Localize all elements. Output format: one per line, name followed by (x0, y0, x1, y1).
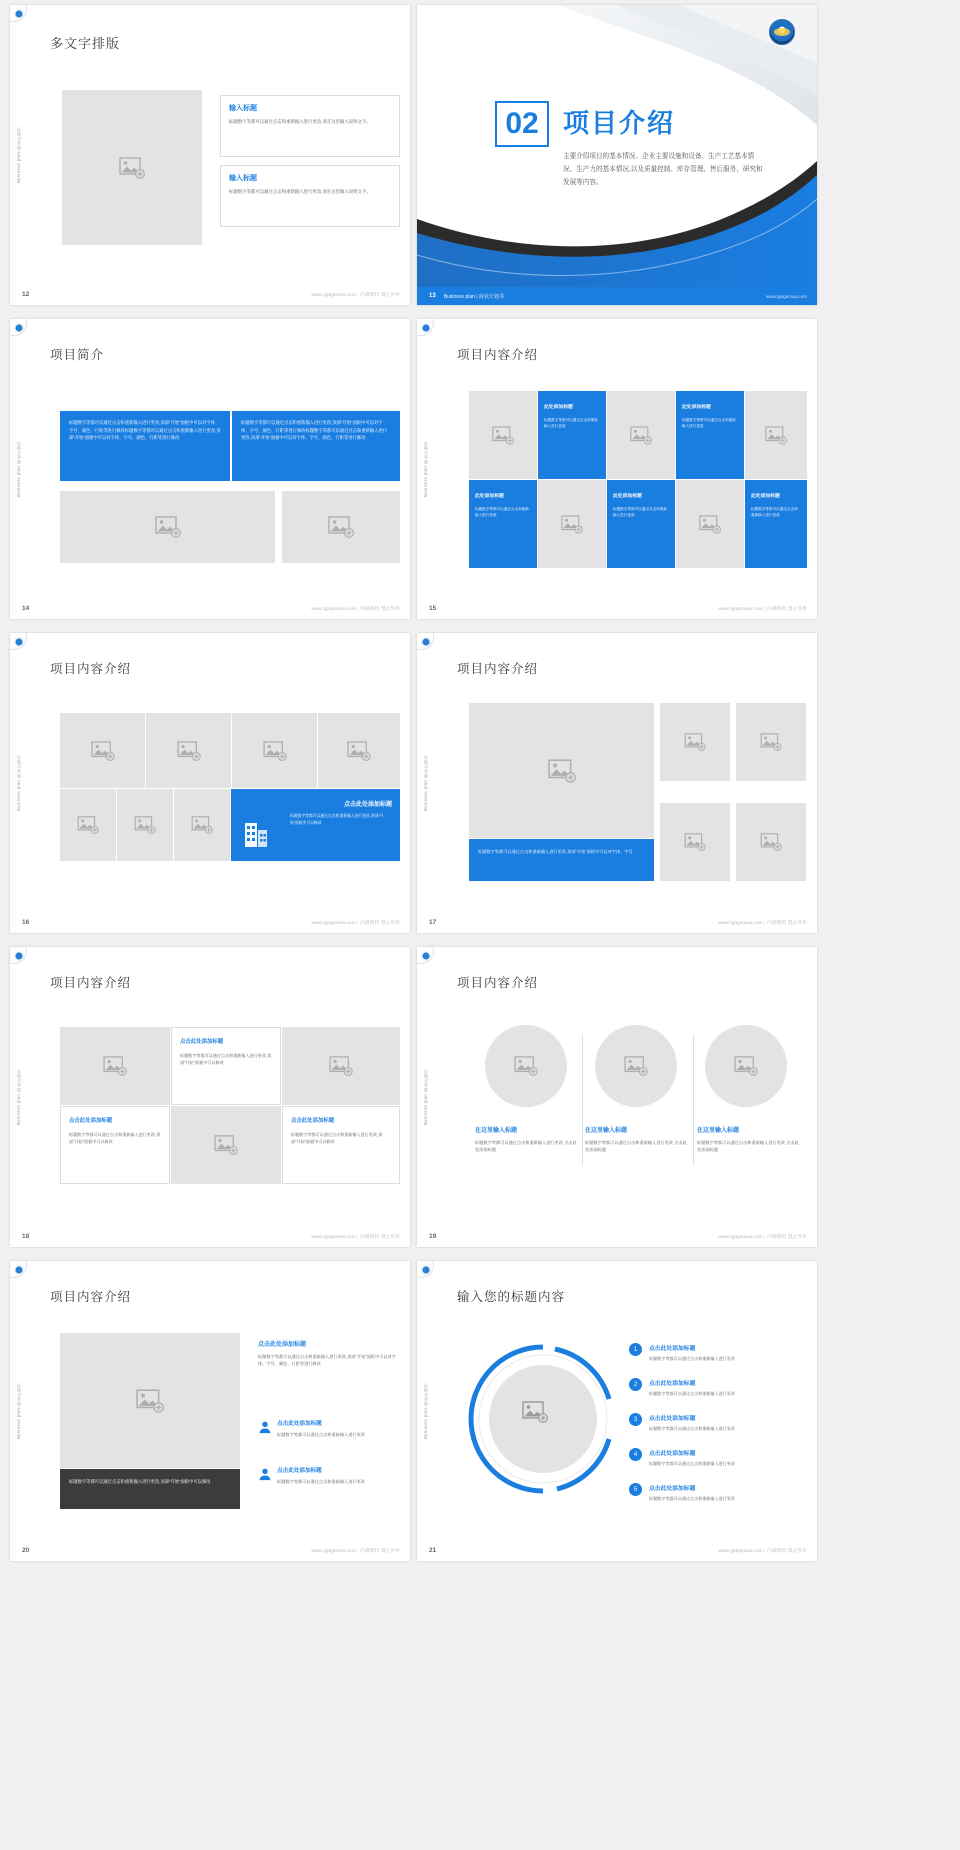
image-placeholder[interactable] (607, 391, 675, 479)
image-icon (328, 516, 354, 538)
image-placeholder[interactable] (282, 1027, 400, 1105)
footer-note: 内部资料 禁止外传 (767, 920, 807, 925)
image-icon (91, 741, 115, 761)
page-title: 项目内容介绍 (457, 976, 539, 990)
item-heading: 点击此处添加标题 (649, 1346, 696, 1352)
footer-url: www.rjptgsmua.com (765, 293, 807, 299)
card-body: 标题数字等都可以通过点击和重新输入进行更改,顶部“开始”面板中可以修改 (69, 1132, 161, 1145)
footer-note: 内部资料 禁止外传 (767, 606, 807, 611)
image-icon (548, 759, 576, 783)
image-placeholder[interactable] (171, 1106, 281, 1184)
user-icon (258, 1467, 272, 1481)
footer-note: 内部资料 禁止外传 (767, 1548, 807, 1553)
text-block-left[interactable] (60, 411, 230, 481)
item-heading: 点击此处添加标题 (649, 1381, 696, 1387)
card-body: 标题数字等都可以通过点击和重新输入进行更改,顶部“开始”面板中可以修改 (290, 814, 384, 825)
page-number: 18 (22, 1233, 30, 1240)
page-number: 17 (429, 919, 437, 926)
card-heading: 输入标题 (229, 175, 257, 182)
footer-note: 内部资料 禁止外传 (360, 292, 400, 297)
footer-url: www.rjptgsmua.com (311, 292, 356, 297)
slide-13[interactable] (417, 5, 817, 305)
image-placeholder-center[interactable] (522, 1401, 548, 1428)
card-heading: 此处添加标题 (682, 405, 711, 410)
image-placeholder[interactable] (595, 1025, 677, 1107)
card-heading: 在这里输入标题 (475, 1128, 518, 1134)
numbered-item[interactable] (629, 1483, 805, 1502)
caption-group (697, 1125, 801, 1154)
numbered-item[interactable] (629, 1448, 805, 1467)
page-title: 项目简介 (50, 348, 105, 362)
image-icon (699, 515, 721, 534)
page-title: 项目内容介绍 (50, 662, 132, 676)
image-placeholder[interactable] (60, 491, 275, 563)
slide-sidebar-label: Business plan·商业计划书 (16, 1068, 21, 1126)
image-icon (522, 1401, 548, 1423)
image-placeholder[interactable] (745, 391, 807, 479)
text-card[interactable] (282, 1106, 400, 1184)
caption-block[interactable] (469, 839, 654, 881)
page-title: 项目内容介绍 (457, 662, 539, 676)
page-number: 21 (429, 1547, 437, 1554)
item-number: 3 (629, 1413, 642, 1426)
image-icon (630, 426, 652, 445)
slide-16[interactable] (10, 633, 410, 933)
feature-item[interactable] (258, 1466, 398, 1485)
slide-sidebar-label: Business plan·商业计划书 (16, 1382, 21, 1440)
caption-text: 标题数字等都可以通过点击和重新输入进行更改,顶部“开始”面板中可以修改 (69, 1479, 211, 1484)
card-heading: 在这里输入标题 (585, 1128, 628, 1134)
card-body: 标题数字等都可以通过点击和重新输入进行更改 点击此处添加标题 (585, 1140, 687, 1153)
card-heading: 此处添加标题 (751, 494, 780, 499)
image-placeholder[interactable] (736, 803, 806, 881)
image-placeholder[interactable] (469, 703, 654, 838)
footer-url: www.rjptgsmua.com (311, 606, 356, 611)
image-icon (214, 1135, 238, 1155)
caption-group (475, 1125, 579, 1154)
slide-19[interactable] (417, 947, 817, 1247)
image-placeholder[interactable] (676, 480, 744, 568)
numbered-item[interactable] (629, 1378, 805, 1397)
info-card[interactable] (538, 391, 606, 479)
page-number: 14 (22, 605, 30, 612)
text-card[interactable] (60, 1106, 170, 1184)
page-number: 15 (429, 605, 437, 612)
image-icon (103, 1056, 127, 1076)
item-heading: 点击此处添加标题 (649, 1486, 696, 1492)
image-icon (77, 816, 99, 834)
image-icon (119, 157, 145, 179)
image-icon (492, 426, 514, 445)
image-icon (760, 733, 782, 751)
image-placeholder[interactable] (736, 703, 806, 781)
image-icon (136, 1389, 164, 1413)
caption-text: 标题数字等都可以通过点击和重新输入进行更改,顶部“开始”面板中可以对字体、字号 (478, 849, 633, 854)
item-body: 标题数字等都可以通过点击和重新输入进行更改 (649, 1356, 735, 1361)
image-icon (347, 741, 371, 761)
slide-footer: www.rjptgsmua.com | 内部资料 禁止外传 (718, 920, 807, 925)
item-body: 标题数字等都可以通过点击和重新输入进行更改 (649, 1391, 735, 1396)
page-title: 多文字排版 (50, 36, 121, 51)
page-number: 12 (22, 291, 30, 298)
image-placeholder[interactable] (146, 713, 231, 788)
image-placeholder[interactable] (660, 703, 730, 781)
footer-note: 内部资料 禁止外传 (360, 606, 400, 611)
slide-17[interactable] (417, 633, 817, 933)
item-body: 标题数字等都可以通过点击和重新输入进行更改 (277, 1432, 365, 1437)
image-icon (624, 1056, 648, 1076)
image-icon (734, 1056, 758, 1076)
card-heading: 输入标题 (229, 105, 257, 112)
company-logo-icon (769, 19, 795, 45)
image-placeholder[interactable] (60, 1027, 170, 1105)
image-placeholder[interactable] (282, 491, 400, 563)
footer-url: www.rjptgsmua.com (311, 920, 356, 925)
block-body: 标题数字等都可以通过点击和重新输入进行更改,顶部“开始”面板中可以对字体、字号、颜色、行距等进行修改标题数字等都可以通过点击和重新输入进行更改,顶部“开始”面板中可以对字体、字号、颜色、行距等进行修改 (69, 420, 221, 441)
card-heading: 此处添加标题 (475, 494, 504, 499)
block-body: 标题数字等都可以通过点击和重新输入进行更改,顶部“开始”面板中可以对字体、字号、颜色、行距等进行修改标题数字等都可以通过点击和重新输入进行更改,顶部“开始”面板中可以对字体、字号、颜色、行距等进行修改 (241, 420, 388, 441)
item-number: 4 (629, 1448, 642, 1461)
card-heading: 此处添加标题 (613, 494, 642, 499)
page-title: 项目内容介绍 (457, 348, 539, 362)
slide-badge-icon (10, 947, 27, 964)
image-icon (684, 733, 706, 751)
card-body: 标题数字等都可以通过点击和重新输入进行更改 (544, 418, 598, 429)
card-body: 标题数字等都可以通过点击和重新输入进行更改 点击此处添加标题 (475, 1140, 577, 1153)
card-body: 标题数字等都可以通过点击和重新输入进行更改,请在这里输入说明文字。 (229, 119, 371, 124)
image-icon (191, 816, 213, 834)
image-placeholder[interactable] (60, 789, 116, 861)
item-body: 标题数字等都可以通过点击和重新输入进行更改 (277, 1479, 365, 1484)
image-placeholder[interactable] (538, 480, 606, 568)
image-icon (134, 816, 156, 834)
image-placeholder[interactable] (469, 391, 537, 479)
item-body: 标题数字等都可以通过点击和重新输入进行更改 (649, 1426, 735, 1431)
image-icon (329, 1056, 353, 1076)
text-card[interactable] (171, 1027, 281, 1105)
item-body: 标题数字等都可以通过点击和重新输入进行更改 (649, 1461, 735, 1466)
section-number: 02 (495, 101, 549, 147)
slide-sidebar-label: Business plan·商业计划书 (16, 126, 21, 184)
footer-note: 内部资料 禁止外传 (360, 920, 400, 925)
footer-note: 内部资料 禁止外传 (360, 1548, 400, 1553)
feature-item[interactable] (258, 1419, 398, 1438)
slide-badge-icon (10, 1261, 27, 1278)
footer-brand: Business plan | 商业计划书 (443, 293, 504, 300)
item-heading: 点击此处添加标题 (277, 1421, 322, 1427)
image-placeholder[interactable] (705, 1025, 787, 1107)
caption-group (585, 1125, 689, 1154)
card-body: 标题数字等都可以通过点击和重新输入进行更改,请在这里输入说明文字。 (229, 189, 371, 194)
slide-badge-icon (10, 5, 27, 22)
image-placeholder[interactable] (660, 803, 730, 881)
item-number: 1 (629, 1343, 642, 1356)
card-heading: 点击此处添加标题 (180, 1039, 224, 1045)
slide-12[interactable] (10, 5, 410, 305)
text-card[interactable] (220, 95, 400, 157)
image-icon (514, 1056, 538, 1076)
card-body: 标题数字等都可以通过点击和重新输入进行更改 (475, 507, 529, 518)
slide-footer: www.rjptgsmua.com | 内部资料 禁止外传 (718, 1234, 807, 1239)
slide-footer: www.rjptgsmua.com | 内部资料 禁止外传 (718, 1548, 807, 1553)
divider (693, 1035, 694, 1165)
item-number: 2 (629, 1378, 642, 1391)
page-number: 13 (429, 293, 436, 299)
section-title: 项目介绍 (563, 108, 676, 138)
footer-note: 内部资料 禁止外传 (360, 1234, 400, 1239)
slide-badge-icon (10, 633, 27, 650)
footer-url: www.rjptgsmua.com (718, 1234, 763, 1239)
page-number: 16 (22, 919, 30, 926)
item-body: 标题数字等都可以通过点击和重新输入进行更改,顶部“开始”面板中可以对字体、字号、颜色、行距等进行修改 (258, 1354, 396, 1367)
image-icon (765, 426, 787, 445)
card-heading: 点击此处添加标题 (291, 1118, 335, 1124)
slide-21[interactable] (417, 1261, 817, 1561)
info-card[interactable] (469, 480, 537, 568)
image-placeholder[interactable] (117, 789, 173, 861)
highlight-card[interactable] (231, 789, 400, 861)
card-heading: 此处添加标题 (544, 405, 573, 410)
card-heading: 点击此处添加标题 (69, 1118, 113, 1124)
card-body: 标题数字等都可以通过点击和重新输入进行更改 (682, 418, 736, 429)
card-body: 标题数字等都可以通过点击和重新输入进行更改 (751, 507, 798, 518)
item-body: 标题数字等都可以通过点击和重新输入进行更改 (649, 1496, 735, 1501)
page-number: 20 (22, 1547, 30, 1554)
info-card[interactable] (745, 480, 807, 568)
item-heading: 点击此处添加标题 (277, 1468, 322, 1474)
footer-url: www.rjptgsmua.com (718, 920, 763, 925)
image-icon (684, 833, 706, 851)
slide-18[interactable] (10, 947, 410, 1247)
numbered-item[interactable] (629, 1413, 805, 1432)
card-body: 标题数字等都可以通过点击和重新输入进行更改,顶部“开始”面板中可以修改 (180, 1053, 272, 1066)
building-icon (243, 817, 269, 849)
card-body: 标题数字等都可以通过点击和重新输入进行更改 (613, 507, 667, 518)
divider (582, 1035, 583, 1165)
image-icon (263, 741, 287, 761)
caption-block[interactable] (60, 1469, 240, 1509)
image-icon (561, 515, 583, 534)
image-placeholder[interactable] (174, 789, 230, 861)
feature-item[interactable] (258, 1339, 398, 1368)
slide-20[interactable] (10, 1261, 410, 1561)
footer-url: www.rjptgsmua.com (311, 1548, 356, 1553)
slide-sidebar-label: Business plan·商业计划书 (16, 440, 21, 498)
text-card[interactable] (220, 165, 400, 227)
image-placeholder[interactable] (62, 90, 202, 245)
numbered-item[interactable] (629, 1343, 805, 1362)
footer-note: 内部资料 禁止外传 (767, 1234, 807, 1239)
cover-footer (417, 287, 817, 305)
slide-sidebar-label: Business plan·商业计划书 (423, 1382, 428, 1440)
info-card[interactable] (607, 480, 675, 568)
footer-url: www.rjptgsmua.com (718, 606, 763, 611)
footer-url: www.rjptgsmua.com (718, 1548, 763, 1553)
slide-sidebar-label: Business plan·商业计划书 (423, 440, 428, 498)
image-placeholder[interactable] (232, 713, 317, 788)
slide-footer: www.rjptgsmua.com | 内部资料 禁止外传 (311, 1234, 400, 1239)
slide-sidebar-label: Business plan·商业计划书 (423, 754, 428, 812)
text-block-right[interactable] (232, 411, 400, 481)
slide-badge-icon (417, 319, 434, 336)
slide-badge-icon (417, 1261, 434, 1278)
card-body: 标题数字等都可以通过点击和重新输入进行更改,顶部“开始”面板中可以修改 (291, 1132, 383, 1145)
page-title: 项目内容介绍 (50, 1290, 132, 1304)
item-heading: 点击此处添加标题 (649, 1451, 696, 1457)
page-title: 项目内容介绍 (50, 976, 132, 990)
slide-footer: www.rjptgsmua.com | 内部资料 禁止外传 (311, 920, 400, 925)
item-heading: 点击此处添加标题 (258, 1342, 307, 1348)
slide-sidebar-label: Business plan·商业计划书 (423, 1068, 428, 1126)
section-description: 主要介绍项目的基本情况、企业主要设施和设备、生产工艺基本情况、生产力的基本情况,以及质量控制、库存管理、售后服务、研究和发展等内容。 (563, 153, 763, 186)
image-placeholder[interactable] (60, 1333, 240, 1468)
slide-sidebar-label: Business plan·商业计划书 (16, 754, 21, 812)
footer-url: www.rjptgsmua.com (311, 1234, 356, 1239)
item-heading: 点击此处添加标题 (649, 1416, 696, 1422)
item-number: 5 (629, 1483, 642, 1496)
slide-footer: www.rjptgsmua.com | 内部资料 禁止外传 (311, 606, 400, 611)
slide-footer: www.rjptgsmua.com | 内部资料 禁止外传 (718, 606, 807, 611)
slide-badge-icon (10, 319, 27, 336)
slide-badge-icon (417, 947, 434, 964)
image-icon (760, 833, 782, 851)
slide-15[interactable] (417, 319, 817, 619)
slide-footer: www.rjptgsmua.com | 内部资料 禁止外传 (311, 1548, 400, 1553)
card-heading: 点击此处添加标题 (343, 802, 392, 808)
slide-14[interactable] (10, 319, 410, 619)
image-placeholder[interactable] (60, 713, 145, 788)
image-placeholder[interactable] (318, 713, 400, 788)
image-icon (155, 516, 181, 538)
card-body: 标题数字等都可以通过点击和重新输入进行更改 点击此处添加标题 (697, 1140, 799, 1153)
image-icon (177, 741, 201, 761)
slide-badge-icon (417, 633, 434, 650)
info-card[interactable] (676, 391, 744, 479)
user-icon (258, 1420, 272, 1434)
page-title: 输入您的标题内容 (457, 1290, 566, 1304)
slide-footer: www.rjptgsmua.com | 内部资料 禁止外传 (311, 292, 400, 297)
page-number: 19 (429, 1233, 437, 1240)
card-heading: 在这里输入标题 (697, 1128, 740, 1134)
image-placeholder[interactable] (485, 1025, 567, 1107)
